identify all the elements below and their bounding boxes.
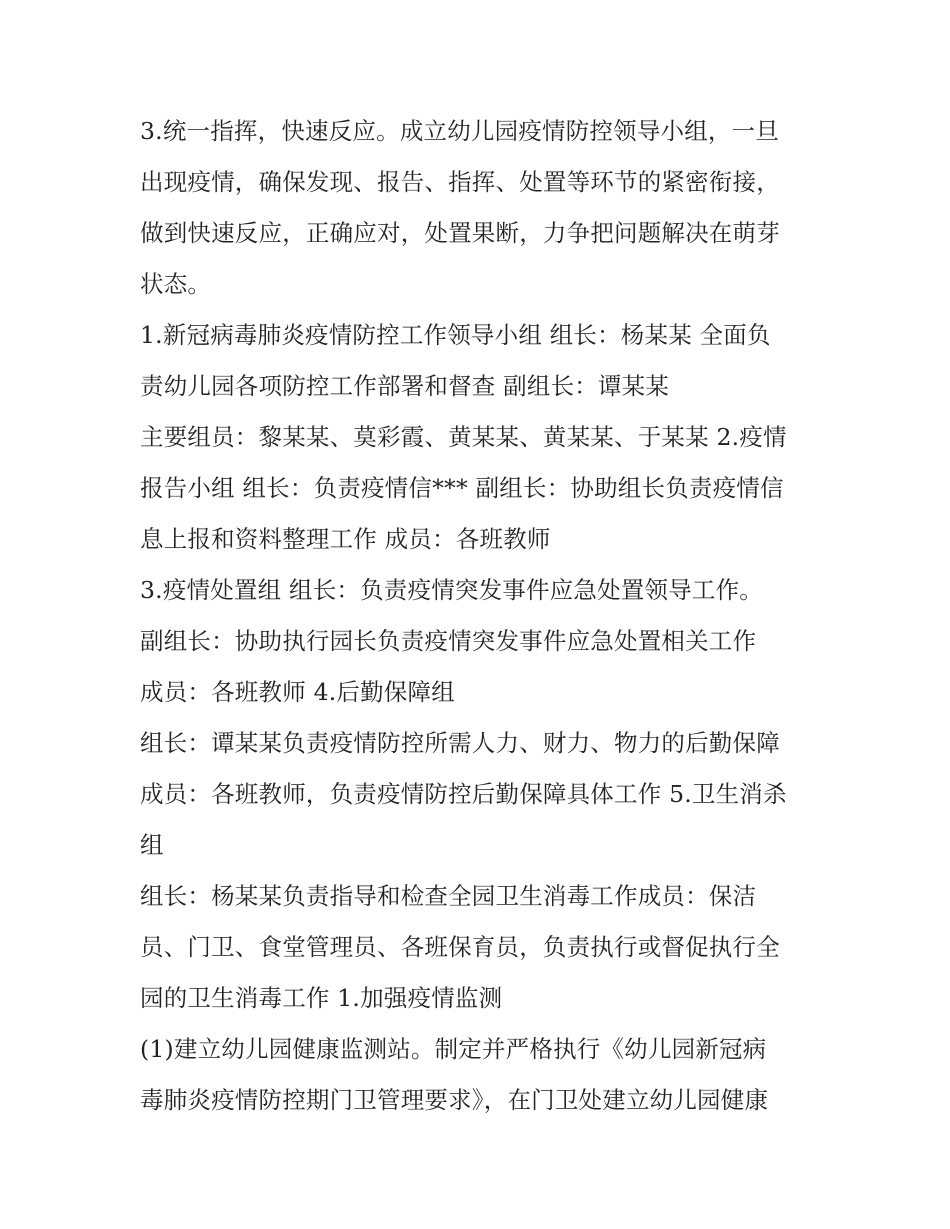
text-line: 出现疫情，确保发现、报告、指挥、处置等环节的紧密衔接， [140,168,780,196]
text-line: 责幼儿园各项防控工作部署和督查 副组长：谭某某 [140,372,670,400]
text-line: 1.新冠病毒肺炎疫情防控工作领导小组 组长：杨某某 全面负 [140,321,771,349]
text-line: 园的卫生消毒工作 1.加强疫情监测 [140,984,503,1012]
text-line: (1)建立幼儿园健康监测站。制定并严格执行《幼儿园新冠病 [140,1035,767,1063]
text-line: 成员：各班教师 4.后勤保障组 [140,678,455,706]
text-line: 3.疫情处置组 组长：负责疫情突发事件应急处置领导工作。 [140,576,763,604]
text-line: 做到快速反应，正确应对，处置果断，力争把问题解决在萌芽 [140,219,780,247]
text-line: 组 [140,831,164,859]
text-line: 毒肺炎疫情防控期门卫管理要求》，在门卫处建立幼儿园健康 [140,1086,769,1114]
text-line: 报告小组 组长：负责疫情信*** 副组长：协助组长负责疫情信 [140,474,784,502]
text-line: 状态。 [140,270,212,298]
text-line: 组长：谭某某负责疫情防控所需人力、财力、物力的后勤保障 [140,729,780,757]
text-line: 副组长：协助执行园长负责疫情突发事件应急处置相关工作 [140,627,757,655]
text-line: 3.统一指挥，快速反应。成立幼儿园疫情防控领导小组，一旦 [140,117,780,145]
text-line: 员、门卫、食堂管理员、各班保育员，负责执行或督促执行全 [140,933,780,961]
text-line: 息上报和资料整理工作 成员：各班教师 [140,525,551,553]
text-line: 成员：各班教师，负责疫情防控后勤保障具体工作 5.卫生消杀 [140,780,787,808]
document-body [140,106,820,1126]
text-line: 组长：杨某某负责指导和检查全园卫生消毒工作成员：保洁 [140,882,757,910]
text-line: 主要组员：黎某某、莫彩霞、黄某某、黄某某、于某某 2.疫情 [140,423,787,451]
